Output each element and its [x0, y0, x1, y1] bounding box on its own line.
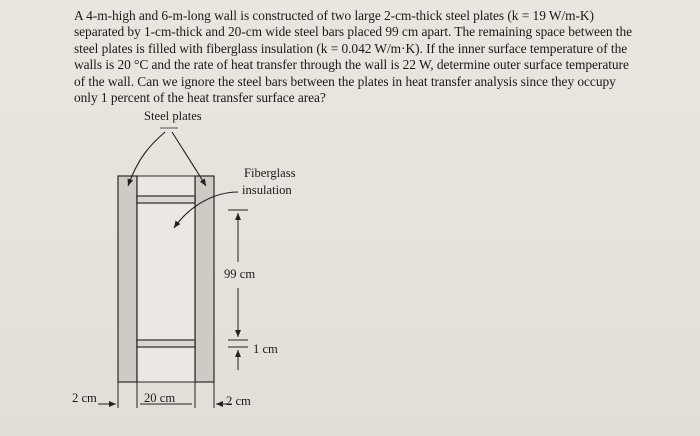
steel-plate-right: [195, 176, 214, 382]
label-1cm: 1 cm: [253, 342, 278, 356]
problem-line-4: walls is 20 °C and the rate of heat transfer through the wall is 22 W, determine outer surface temperature: [74, 57, 629, 73]
label-steel-plates: Steel plates: [144, 109, 202, 123]
steel-plate-left: [118, 176, 137, 382]
problem-line-6: only 1 percent of the heat transfer surface area?: [74, 90, 326, 106]
label-2cm-right: 2 cm: [226, 394, 251, 408]
steel-bar-bottom: [137, 340, 195, 347]
problem-line-3: steel plates is filled with fiberglass insulation (k = 0.042 W/m·K). If the inner surface temperature of the: [74, 40, 628, 56]
label-insulation: insulation: [242, 183, 292, 197]
problem-line-1: A 4-m-high and 6-m-long wall is constructed of two large 2-cm-thick steel plates (k = 19 W/m-K): [74, 8, 594, 23]
label-20cm: 20 cm: [144, 391, 176, 405]
label-2cm-left: 2 cm: [72, 391, 97, 405]
problem-line-5: of the wall. Can we ignore the steel bars between the plates in heat transfer analysis since they occupy: [74, 73, 616, 89]
insulation-fill: [137, 176, 195, 382]
label-fiberglass: Fiberglass: [244, 166, 296, 180]
problem-line-2: separated by 1-cm-thick and 20-cm wide steel bars placed 99 cm apart. The remaining space between the: [74, 24, 632, 40]
steel-bar-top: [137, 196, 195, 203]
label-99cm: 99 cm: [224, 267, 256, 281]
